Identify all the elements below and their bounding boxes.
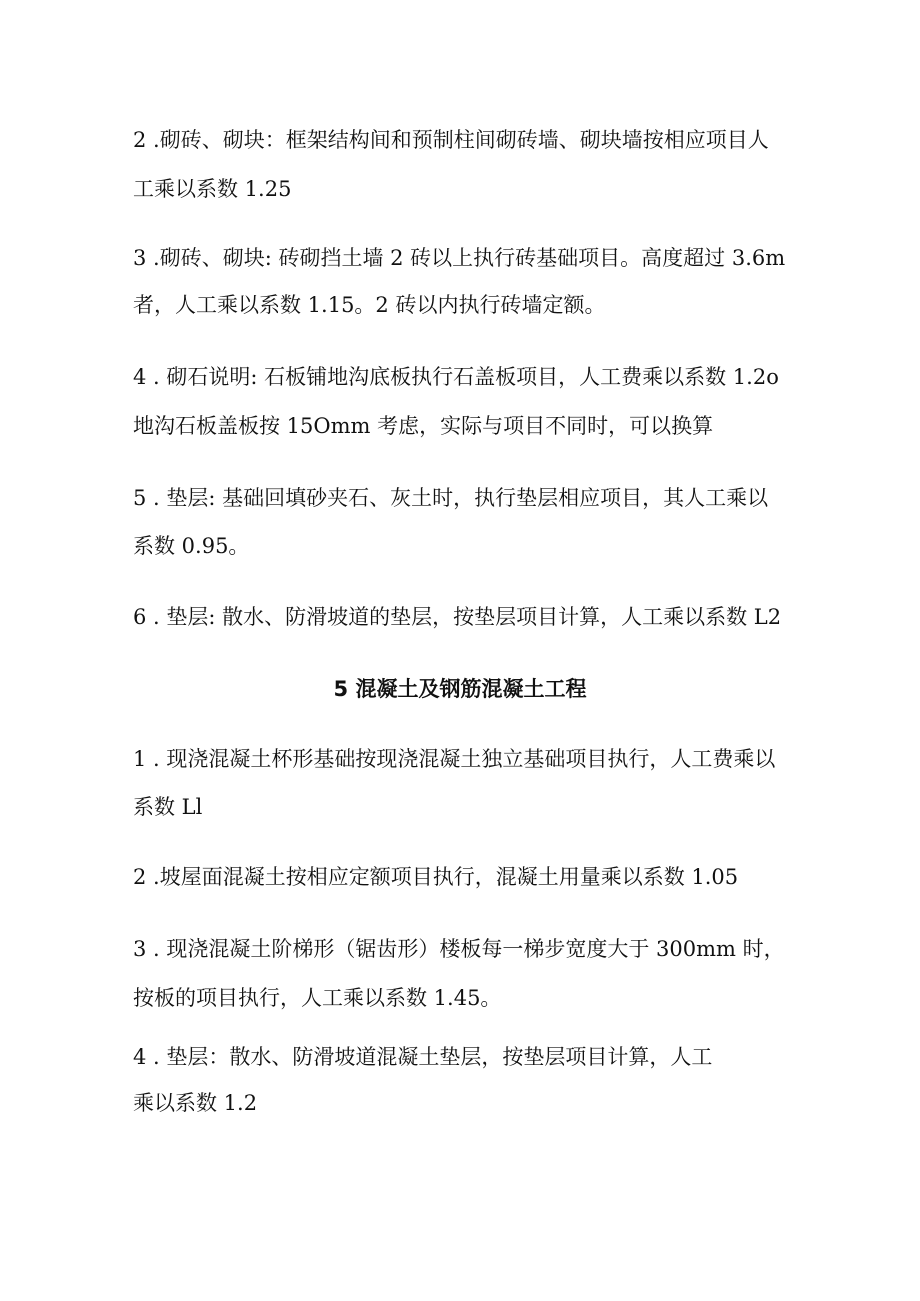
item-4-concrete-line-1: 4 . 垫层：散水、防滑坡道混凝土垫层，按垫层项目计算，人工 — [133, 1045, 713, 1069]
item-2-masonry-line-2: 工乘以系数 1.25 — [133, 177, 292, 201]
item-1-concrete-line-2: 系数 Ll — [133, 795, 203, 819]
item-6-cushion-line-1: 6 . 垫层: 散水、防滑坡道的垫层，按垫层项目计算，人工乘以系数 L2 — [133, 605, 782, 629]
item-3-concrete-line-1: 3 . 现浇混凝土阶梯形（锯齿形）楼板每一梯步宽度大于 300mm 时， — [133, 937, 785, 961]
item-4-stone-line-2: 地沟石板盖板按 15Omm 考虑，实际与项目不同时，可以换算 — [133, 414, 714, 438]
item-3-masonry-line-1: 3 .砌砖、砌块: 砖砌挡土墙 2 砖以上执行砖基础项目。高度超过 3.6m — [133, 246, 786, 270]
item-2-masonry-line-1: 2 .砌砖、砌块：框架结构间和预制柱间砌砖墙、砌块墙按相应项目人 — [133, 128, 769, 152]
item-5-cushion-line-1: 5 . 垫层: 基础回填砂夹石、灰土时，执行垫层相应项目，其人工乘以 — [133, 486, 769, 510]
section-5-heading: 5 混凝土及钢筋混凝土工程 — [333, 677, 587, 701]
item-1-concrete-line-1: 1 . 现浇混凝土杯形基础按现浇混凝土独立基础项目执行，人工费乘以 — [133, 747, 776, 771]
item-3-concrete-line-2: 按板的项目执行，人工乘以系数 1.45。 — [133, 986, 502, 1010]
item-5-cushion-line-2: 系数 0.95。 — [133, 534, 250, 558]
item-4-stone-line-1: 4 . 砌石说明: 石板铺地沟底板执行石盖板项目，人工费乘以系数 1.2o — [133, 365, 779, 389]
item-3-masonry-line-2: 者，人工乘以系数 1.15。2 砖以内执行砖墙定额。 — [133, 293, 606, 317]
item-4-concrete-line-2: 乘以系数 1.2 — [133, 1091, 258, 1115]
item-2-concrete-line-1: 2 .坡屋面混凝土按相应定额项目执行，混凝土用量乘以系数 1.05 — [133, 865, 739, 889]
